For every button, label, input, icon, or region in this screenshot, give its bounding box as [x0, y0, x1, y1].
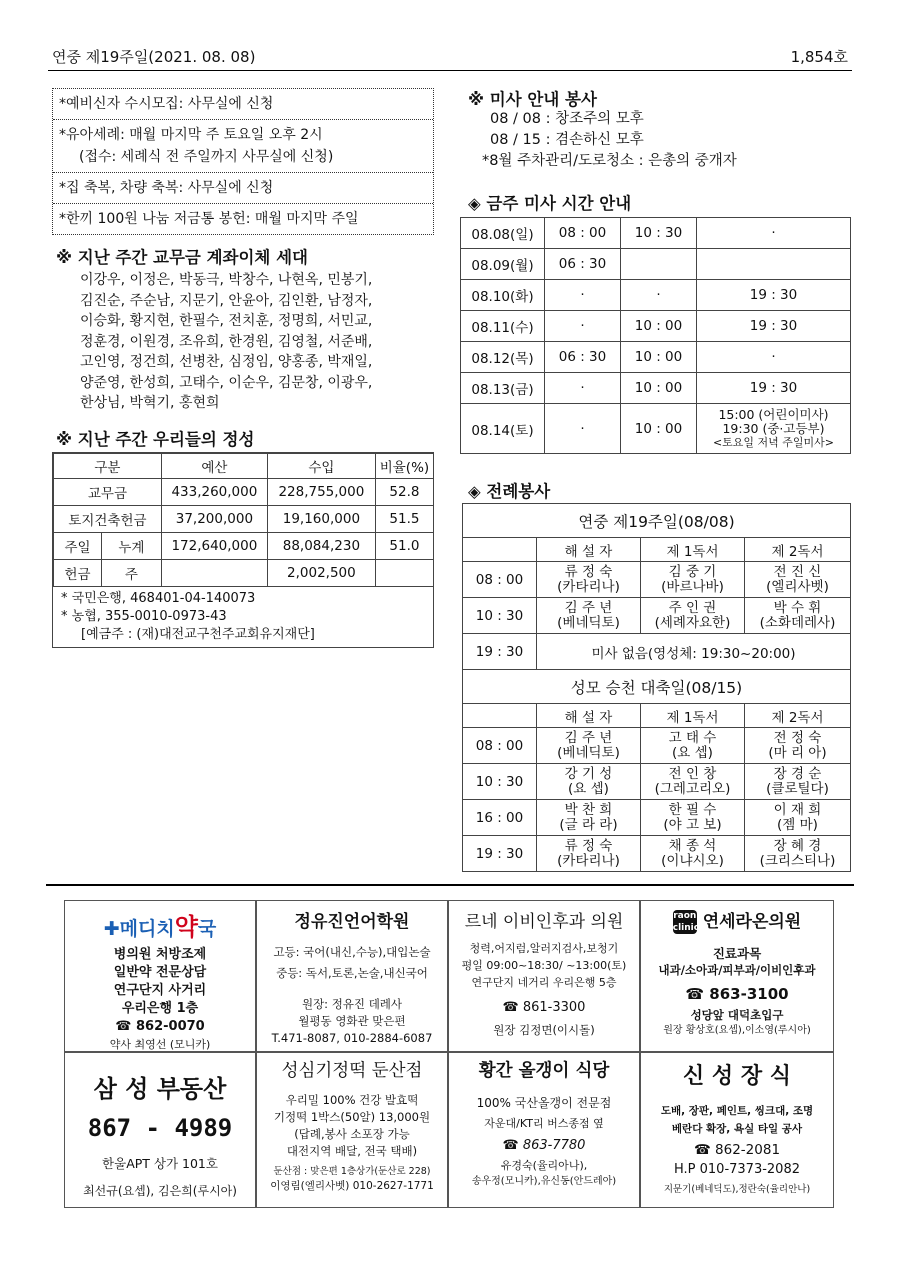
ad-line: 최선규(요셉), 김은희(루시아)	[83, 1184, 237, 1198]
mass-service-list	[482, 109, 737, 172]
schedule-cell: 10 : 00	[621, 404, 697, 454]
notice-blessing: *집 축복, 차량 축복: 사무실에 신청	[53, 173, 433, 204]
schedule-cell: ·	[545, 404, 621, 454]
ad-phone: ☎ 862-2081	[693, 1142, 781, 1158]
ad-line: 원장 김정면(이시돌)	[493, 1023, 595, 1037]
ad-rice-cake	[256, 1052, 448, 1208]
offering-table	[53, 453, 434, 587]
ad-raon-header	[641, 907, 833, 934]
notice-box	[52, 88, 434, 235]
transfer-title: ※ 지난 주간 교무금 계좌이체 세대	[56, 248, 308, 267]
offering-cell: 51.0	[375, 533, 433, 560]
liturgy-time-header	[463, 704, 537, 728]
person-name: 채 종 석	[668, 837, 717, 854]
person-name: 박 수 휘	[773, 599, 822, 616]
transfer-names-line: 김진순, 주순남, 지문기, 안윤아, 김인환, 남정자,	[80, 292, 373, 309]
ad-phone: H.P 010-7373-2082	[673, 1162, 800, 1177]
ad-line: 청력,어지럼,알러지검사,보청기	[469, 942, 619, 955]
person-saint: (그레고리오)	[654, 780, 731, 797]
transfer-names-line: 이강우, 이정은, 박동극, 박창수, 나현옥, 민봉기,	[80, 272, 373, 288]
liturgy-time: 10 : 30	[463, 598, 537, 634]
person-saint: (요 셉)	[568, 780, 609, 797]
offering-cell: 88,084,230	[267, 533, 375, 560]
mass-service-item: *8월 주차관리/도로청소 : 은총의 중개자	[482, 153, 737, 169]
ad-line: 둔산점 : 맞은편 1층상가(둔산로 228)	[273, 1166, 431, 1177]
offering-cell: 37,200,000	[161, 506, 267, 533]
mass-schedule-table	[460, 217, 851, 454]
ad-line: 일반약 전문상담	[113, 965, 207, 980]
ad-pharmacy	[64, 900, 256, 1052]
header-divider	[48, 70, 852, 71]
schedule-cell	[621, 249, 697, 280]
schedule-cell: 08 : 00	[545, 218, 621, 249]
offering-header-income: 수입	[267, 454, 375, 479]
person-saint: (바르나바)	[661, 578, 724, 595]
liturgy-person	[745, 836, 851, 872]
schedule-saturday-line: 15:00 (어린이미사)	[718, 406, 829, 422]
ad-line: 대전지역 배달, 전국 택배)	[286, 1144, 418, 1158]
person-name: 강 기 성	[564, 765, 613, 782]
schedule-cell: ·	[545, 311, 621, 342]
person-saint: (요 셉)	[672, 744, 713, 761]
mass-service-title: ※ 미사 안내 봉사	[468, 90, 597, 109]
liturgy-time: 19 : 30	[463, 836, 537, 872]
offering-cell: 교무금	[54, 479, 162, 506]
transfer-names	[80, 270, 372, 414]
ad-line: 기정떡 1박스(50알) 13,000원	[273, 1110, 431, 1124]
ad-title: 르네 이비인후과 의원	[464, 912, 624, 932]
liturgy-person	[537, 764, 641, 800]
person-saint: (베네딕토)	[557, 614, 620, 631]
issue-number: 1,854호	[790, 48, 848, 66]
offering-sunday-label: 주일	[54, 533, 102, 560]
ad-title: 성심기정떡 둔산점	[281, 1061, 423, 1081]
offering-header-ratio: 비율(%)	[375, 454, 433, 479]
mass-service-item: 08 / 15 : 겸손하신 모후	[490, 132, 644, 148]
liturgy-person	[745, 764, 851, 800]
schedule-cell: ·	[697, 218, 851, 249]
schedule-cell: 08.11(수)	[461, 311, 545, 342]
ad-line: 병의원 처방조제	[113, 947, 207, 962]
ad-line: 원장: 정유진 데레사	[301, 997, 403, 1011]
offering-cell: 토지건축헌금	[54, 506, 162, 533]
person-name: 김 주 년	[564, 729, 613, 746]
offering-cell: 누계	[102, 533, 162, 560]
mass-service-item: 08 / 08 : 창조주의 모후	[490, 111, 644, 127]
ad-language-academy	[256, 900, 448, 1052]
ad-line: 우리밀 100% 건강 발효떡	[285, 1093, 419, 1107]
schedule-cell: 08.10(화)	[461, 280, 545, 311]
offering-header-budget: 예산	[161, 454, 267, 479]
schedule-cell: 06 : 30	[545, 249, 621, 280]
offering-title: ※ 지난 주간 우리들의 정성	[56, 430, 255, 449]
account-notes	[53, 587, 433, 647]
offering-cell: 228,755,000	[267, 479, 375, 506]
ad-pharmacy-title-c: 국	[197, 918, 217, 940]
ad-line: 고등: 국어(내신,수능),대입논술	[273, 945, 431, 959]
ad-ent-clinic	[448, 900, 640, 1052]
notice-catechumen: *예비신자 수시모집: 사무실에 신청	[53, 89, 433, 120]
ad-line: 유경숙(율리아나),	[500, 1159, 588, 1172]
ad-phone: ☎ 861-3300	[502, 1000, 586, 1015]
transfer-names-line: 양준영, 한성희, 고태수, 이순우, 김문창, 이광우,	[80, 374, 373, 391]
liturgy-person	[537, 562, 641, 598]
bulletin-date: 연중 제19주일(2021. 08. 08)	[52, 48, 256, 66]
person-name: 김 주 년	[564, 599, 613, 616]
account-note: * 농협, 355-0010-0973-43	[61, 609, 227, 624]
person-name: 이 재 희	[773, 801, 822, 818]
person-name: 주 인 권	[668, 599, 717, 616]
offering-header-category: 구분	[54, 454, 162, 479]
notice-infant-baptism-line2: (접수: 세례식 전 주일까지 사무실에 신청)	[79, 149, 334, 165]
liturgy-col-header: 해 설 자	[537, 538, 641, 562]
ad-pharmacy-title-b: 약	[174, 913, 198, 941]
schedule-cell: 19 : 30	[697, 373, 851, 404]
person-saint: (야 고 보)	[663, 816, 722, 833]
ad-pharmacy-title-a: 메디치	[119, 918, 175, 940]
liturgy-person	[641, 598, 745, 634]
ad-title: 삼 성 부동산	[93, 1075, 227, 1103]
notice-piggybank: *한끼 100원 나눔 저금통 봉헌: 매월 마지막 주일	[59, 211, 359, 227]
ad-restaurant	[448, 1052, 640, 1208]
person-saint: (이냐시오)	[661, 852, 724, 869]
schedule-cell: 08.09(월)	[461, 249, 545, 280]
offering-cell	[375, 560, 433, 587]
ad-pharmacy-title	[65, 907, 255, 942]
ad-phone: ☎ 863-3100	[685, 985, 789, 1003]
person-name: 김 중 기	[668, 563, 717, 580]
schedule-cell: 10 : 00	[621, 342, 697, 373]
ad-line: 진료과목	[712, 946, 762, 961]
liturgy-person	[745, 598, 851, 634]
liturgy-person	[537, 800, 641, 836]
offering-cell: 433,260,000	[161, 479, 267, 506]
liturgy-person	[745, 562, 851, 598]
liturgy-table	[462, 503, 851, 872]
person-saint: (베네딕토)	[557, 744, 620, 761]
person-saint: (마 리 아)	[768, 744, 827, 761]
liturgy-time: 19 : 30	[463, 634, 537, 670]
ad-title: 신 성 장 식	[683, 1064, 791, 1089]
offering-sunday-label: 헌금	[54, 560, 102, 587]
person-name: 장 혜 경	[773, 837, 822, 854]
ad-line: 월평동 영화관 맞은편	[298, 1014, 406, 1028]
ad-line: 중등: 독서,토론,논술,내신국어	[276, 966, 428, 980]
transfer-names-line: 정훈경, 이원경, 조유희, 한경원, 김영철, 서준배,	[80, 333, 373, 350]
ad-title: 연세라온의원	[702, 912, 802, 932]
liturgy-col-header: 해 설 자	[537, 704, 641, 728]
liturgy-person	[537, 598, 641, 634]
ad-line: 송우정(모니카),유신동(안드레아)	[471, 1176, 617, 1187]
person-saint: (카타리나)	[557, 852, 620, 869]
ad-line: 연구단지 네거리 우리은행 5층	[471, 976, 617, 989]
offering-cell	[161, 560, 267, 587]
person-saint: (소화데레사)	[759, 614, 836, 631]
person-name: 전 진 신	[773, 563, 822, 580]
ad-line: 베란다 확장, 욕실 타일 공사	[671, 1123, 803, 1135]
liturgy-person	[745, 800, 851, 836]
person-name: 전 인 창	[668, 765, 717, 782]
person-saint: (클로틸다)	[766, 780, 829, 797]
transfer-names-line: 한상님, 박혁기, 홍현희	[80, 395, 220, 411]
liturgy-col-header: 제 2독서	[745, 538, 851, 562]
ad-line: 내과/소아과/피부과/이비인후과	[658, 963, 816, 977]
schedule-saturday-detail	[697, 404, 851, 454]
ad-interior	[640, 1052, 834, 1208]
person-saint: (글 라 라)	[559, 816, 618, 833]
person-name: 전 정 숙	[773, 729, 822, 746]
offering-cell: 주	[102, 560, 162, 587]
person-name: 류 정 숙	[564, 837, 613, 854]
offering-cell: 2,002,500	[267, 560, 375, 587]
schedule-cell	[697, 249, 851, 280]
schedule-cell: ·	[545, 373, 621, 404]
schedule-title: ◈ 금주 미사 시간 안내	[468, 194, 632, 213]
liturgy-section-heading: 성모 승천 대축일(08/15)	[463, 670, 851, 704]
schedule-cell: 19 : 30	[697, 311, 851, 342]
transfer-names-line: 이승화, 황지현, 한필수, 전치훈, 정명희, 서민교,	[80, 313, 373, 329]
ad-pharmacy-body	[65, 946, 255, 1052]
ad-phone: ☎ 863-7780	[502, 1138, 586, 1153]
liturgy-title: ◈ 전례봉사	[468, 482, 551, 501]
liturgy-person	[641, 764, 745, 800]
liturgy-col-header: 제 2독서	[745, 704, 851, 728]
person-name: 한 필 수	[668, 801, 717, 818]
liturgy-person	[537, 836, 641, 872]
liturgy-person	[641, 800, 745, 836]
schedule-cell: ·	[697, 342, 851, 373]
schedule-saturday-line: 19:30 (중·고등부)	[722, 420, 825, 436]
offering-cell: 52.8	[375, 479, 433, 506]
schedule-cell: 08.08(일)	[461, 218, 545, 249]
ad-line: 원장 황상호(요셉),이소영(루시아)	[663, 1025, 811, 1036]
liturgy-time: 08 : 00	[463, 562, 537, 598]
ad-title: 정유진언어학원	[294, 912, 410, 932]
person-saint: (크리스티나)	[759, 852, 836, 869]
schedule-cell: 10 : 30	[621, 218, 697, 249]
notice-infant-baptism	[53, 120, 433, 173]
ad-line: 이영림(엘리사벳) 010-2627-1771	[270, 1180, 434, 1192]
schedule-saturday-line: <토요일 저녁 주일미사>	[712, 435, 835, 449]
liturgy-col-header: 제 1독서	[641, 704, 745, 728]
person-name: 류 정 숙	[564, 563, 613, 580]
person-saint: (젬 마)	[777, 816, 818, 833]
ad-phone: ☎ 862-0070	[115, 1019, 205, 1034]
ad-line: 평일 09:00~18:30/ ~13:00(토)	[461, 959, 627, 972]
offering-cell: 51.5	[375, 506, 433, 533]
person-saint: (세례자요한)	[654, 614, 731, 631]
schedule-cell: 10 : 00	[621, 311, 697, 342]
ad-line: (답례,봉사 소포장 가능	[294, 1127, 410, 1141]
ad-title: 황간 올갱이 식당	[478, 1061, 610, 1081]
liturgy-no-mass-note: 미사 없음(영성체: 19:30~20:00)	[537, 634, 851, 670]
schedule-cell: 08.13(금)	[461, 373, 545, 404]
schedule-cell: 10 : 00	[621, 373, 697, 404]
schedule-cell: ·	[545, 280, 621, 311]
liturgy-time-header	[463, 538, 537, 562]
ad-line: 연구단지 사거리	[113, 983, 207, 998]
ad-line: 성당앞 대덕초입구	[690, 1008, 784, 1022]
person-name: 고 태 수	[668, 729, 717, 746]
ad-line: 우리은행 1층	[121, 1001, 199, 1016]
raon-logo-icon: raon clinic	[672, 911, 700, 933]
liturgy-time: 08 : 00	[463, 728, 537, 764]
liturgy-time: 10 : 30	[463, 764, 537, 800]
schedule-cell: 08.14(토)	[461, 404, 545, 454]
schedule-cell: 19 : 30	[697, 280, 851, 311]
ad-phone: 867 - 4989	[87, 1114, 233, 1142]
offering-cell: 19,160,000	[267, 506, 375, 533]
schedule-cell: 08.12(목)	[461, 342, 545, 373]
person-name: 장 경 순	[773, 765, 822, 782]
transfer-names-line: 고인영, 정건희, 선병찬, 심정임, 양홍종, 박재일,	[80, 354, 373, 370]
ad-line: 약사 최영선 (모니카)	[109, 1038, 211, 1051]
ad-real-estate	[64, 1052, 256, 1208]
account-note: [예금주 : (재)대전교구천주교회유지재단]	[81, 627, 315, 642]
liturgy-col-header: 제 1독서	[641, 538, 745, 562]
cross-icon: ✚	[103, 918, 120, 940]
person-name: 박 찬 희	[564, 801, 613, 818]
liturgy-person	[745, 728, 851, 764]
liturgy-person	[537, 728, 641, 764]
ads-divider	[46, 884, 854, 886]
ad-line: 100% 국산올갱이 전문점	[476, 1096, 612, 1110]
ad-raon-clinic	[640, 900, 834, 1052]
schedule-cell: 06 : 30	[545, 342, 621, 373]
ad-line: 도배, 장판, 페인트, 씽크대, 조명	[660, 1105, 814, 1117]
notice-infant-baptism-line1: *유아세례: 매월 마지막 주 토요일 오후 2시	[59, 127, 323, 143]
schedule-cell: ·	[621, 280, 697, 311]
person-saint: (엘리사벳)	[766, 578, 829, 595]
liturgy-person	[641, 728, 745, 764]
offering-cell: 172,640,000	[161, 533, 267, 560]
offering-panel	[52, 452, 434, 648]
ad-line: 지문기(베네딕도),정란숙(율리안나)	[663, 1184, 811, 1195]
ad-line: 자운대/KT리 버스종점 옆	[484, 1117, 604, 1130]
liturgy-time: 16 : 00	[463, 800, 537, 836]
ad-line: 한울APT 상가 101호	[102, 1156, 218, 1171]
account-note: * 국민은행, 468401-04-140073	[61, 591, 256, 606]
person-saint: (카타리나)	[557, 578, 620, 595]
liturgy-section-heading: 연중 제19주일(08/08)	[463, 504, 851, 538]
liturgy-person	[641, 836, 745, 872]
liturgy-person	[641, 562, 745, 598]
ad-line: T.471-8087, 010-2884-6087	[271, 1031, 433, 1045]
